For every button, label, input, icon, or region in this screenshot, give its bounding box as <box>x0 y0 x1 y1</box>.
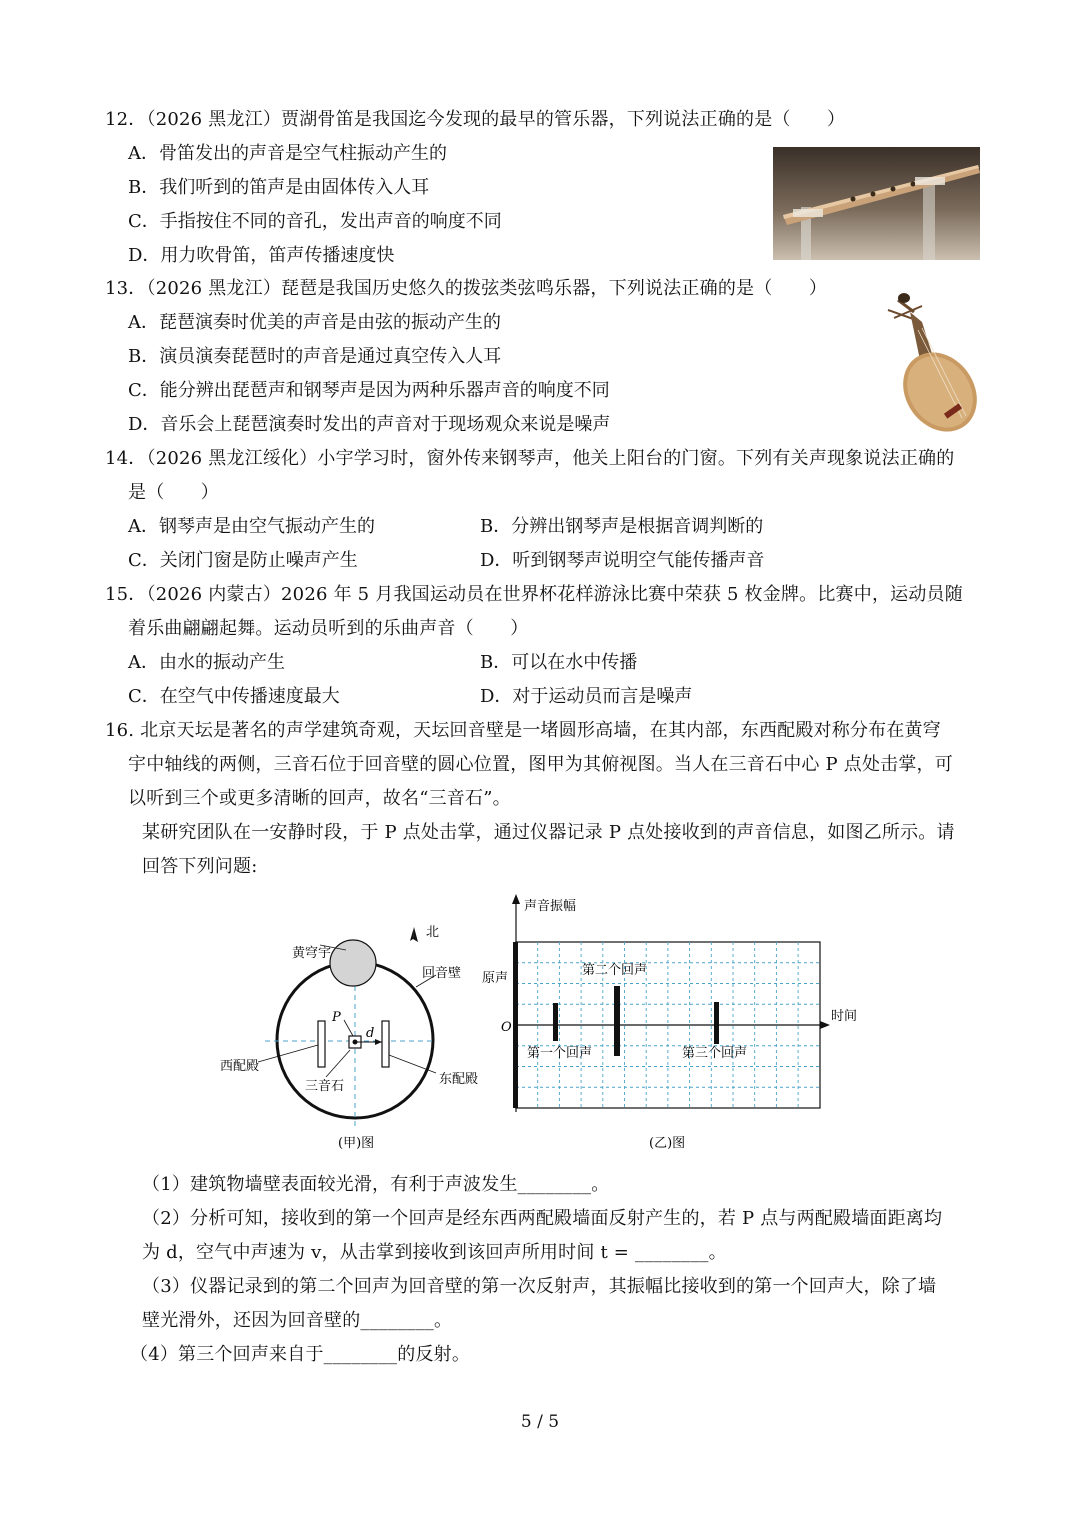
q13-option-a: A．琵琶演奏时优美的声音是由弦的振动产生的 <box>128 312 501 333</box>
q12-option-c: C．手指按住不同的音孔，发出声音的响度不同 <box>128 211 502 232</box>
q13-option-b: B．演员演奏琵琶时的声音是通过真空传入人耳 <box>128 346 502 367</box>
q12-option-b: B．我们听到的笛声是由固体传入人耳 <box>128 177 430 198</box>
q15-stem-line2: 着乐曲翩翩起舞。运动员听到的乐曲声音（ ） <box>128 618 529 639</box>
q16-sub3-line1: （3）仪器记录到的第二个回声为回音壁的第一次反射声，其振幅比接收到的第一个回声大，除了墙 <box>142 1276 937 1297</box>
q13-option-c: C．能分辨出琵琶声和钢琴声是因为两种乐器声音的响度不同 <box>128 380 610 401</box>
q16-line4: 某研究团队在一安静时段，于 P 点处击掌，通过仪器记录 P 点处接收到的声音信息，如图乙所示。请 <box>142 822 955 843</box>
label-sanyinshi: 三音石 <box>305 1079 345 1094</box>
label-dongpeidian: 东配殿 <box>439 1072 479 1087</box>
q14-option-c: C．关闭门窗是防止噪声产生 <box>128 550 358 571</box>
q16-sub2-line2: 为 d，空气中声速为 v，从击掌到接收到该回声所用时间 t = ________。 <box>142 1242 727 1263</box>
label-echo2: 第二个回声 <box>582 963 648 978</box>
q14-stem-line2: 是（ ） <box>128 482 219 503</box>
figure-jia <box>210 905 500 1160</box>
q16-sub2-line1: （2）分析可知，接收到的第一个回声是经东西两配殿墙面反射产生的，若 P 点与两配殿墙面距离均 <box>142 1208 943 1229</box>
caption-jia: (甲)图 <box>338 1136 375 1151</box>
label-echo1: 第一个回声 <box>527 1046 593 1061</box>
q15-option-c: C．在空气中传播速度最大 <box>128 686 340 707</box>
q14-option-a: A．钢琴声是由空气振动产生的 <box>128 516 375 537</box>
q16-line2: 宇中轴线的两侧，三音石位于回音壁的圆心位置，图甲为其俯视图。当人在三音石中心 P 点处击掌，可 <box>128 754 953 775</box>
pipa-photo <box>876 290 978 438</box>
origin-label: O <box>501 1020 512 1035</box>
label-yuansheng: 原声 <box>482 971 509 986</box>
q16-line3: 以听到三个或更多清晰的回声，故名“三音石”。 <box>128 788 511 809</box>
q16-line1: 16. 北京天坛是著名的声学建筑奇观，天坛回音壁是一堵圆形高墙，在其内部，东西配殿对称分布在黄穹 <box>105 720 941 741</box>
bone-flute-photo <box>773 147 980 260</box>
label-echo3: 第三个回声 <box>682 1046 748 1061</box>
original-sound-bar <box>513 942 518 1108</box>
figure-yi <box>482 890 874 1160</box>
q15-stem-line1: 15．（2026 内蒙古）2026 年 5 月我国运动员在世界杯花样游泳比赛中荣获 5 枚金牌。比赛中，运动员随 <box>105 584 963 605</box>
q15-option-d: D．对于运动员而言是噪声 <box>480 686 693 707</box>
label-huiyinbi: 回音壁 <box>422 966 462 981</box>
q12-stem: 12．（2026 黑龙江）贾湖骨笛是我国迄今发现的最早的管乐器，下列说法正确的是（ ） <box>105 109 846 130</box>
label-xipeidian: 西配殿 <box>220 1059 260 1074</box>
label-north: 北 <box>426 925 440 940</box>
page-number: 5 / 5 <box>520 1412 560 1432</box>
q16-sub3-line2: 壁光滑外，还因为回音壁的________。 <box>142 1310 453 1331</box>
q15-option-a: A．由水的振动产生 <box>128 652 285 673</box>
axis-y-label: 声音振幅 <box>524 899 577 914</box>
q16-line5: 回答下列问题: <box>142 856 258 877</box>
echo1-bar <box>553 1003 558 1041</box>
q14-stem-line1: 14．（2026 黑龙江绥化）小宇学习时，窗外传来钢琴声，他关上阳台的门窗。下列有关声现象说法正确的 <box>105 448 955 469</box>
q14-option-b: B．分辨出钢琴声是根据音调判断的 <box>480 516 764 537</box>
q13-stem: 13．（2026 黑龙江）琵琶是我国历史悠久的拨弦类弦鸣乐器，下列说法正确的是（ ） <box>105 278 828 299</box>
q14-option-d: D．听到钢琴声说明空气能传播声音 <box>480 550 765 571</box>
axis-x-label: 时间 <box>831 1009 858 1024</box>
label-huangqiongyu: 黄穹宇 <box>292 946 332 961</box>
q13-option-d: D．音乐会上琵琶演奏时发出的声音对于现场观众来说是噪声 <box>128 414 611 435</box>
caption-yi: (乙)图 <box>649 1136 686 1151</box>
echo3-bar <box>714 1002 719 1044</box>
label-p: P <box>332 1010 341 1025</box>
q16-sub1: （1）建筑物墙壁表面较光滑，有利于声波发生________。 <box>142 1174 610 1195</box>
q12-option-d: D．用力吹骨笛，笛声传播速度快 <box>128 245 395 266</box>
label-d: d <box>366 1026 375 1041</box>
echo2-bar <box>614 986 620 1056</box>
q15-option-b: B．可以在水中传播 <box>480 652 638 673</box>
q12-option-a: A．骨笛发出的声音是空气柱振动产生的 <box>128 143 447 164</box>
q16-sub4: （4）第三个回声来自于________的反射。 <box>130 1344 471 1365</box>
